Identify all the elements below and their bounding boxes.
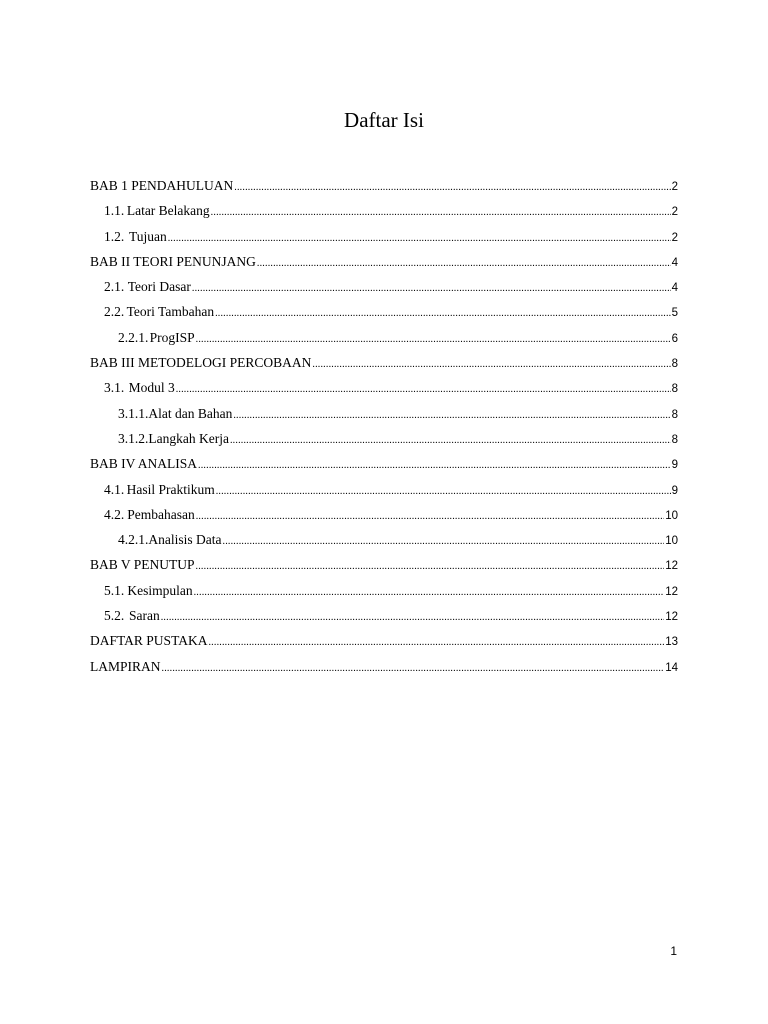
toc-entry-number: 4.2.1. [118, 532, 149, 548]
toc-entry-page: 10 [665, 509, 678, 522]
toc-entry-page: 2 [671, 231, 678, 244]
toc-entry-label: Pembahasan [127, 506, 195, 522]
toc-entry-label: Hasil Praktikum [126, 481, 215, 497]
toc-entry-label: BAB V PENUTUP [90, 557, 195, 573]
toc-entry[interactable] [90, 633, 678, 658]
toc-entry[interactable] [90, 431, 678, 456]
toc-dot-leader [192, 283, 671, 294]
toc-entry-page: 2 [671, 206, 678, 219]
toc-entry-label: BAB III METODELOGI PERCOBAAN [90, 355, 312, 371]
toc-entry-label: ProgISP [149, 329, 195, 345]
toc-entry-page: 6 [671, 332, 678, 345]
toc-entry-page: 4 [671, 256, 678, 269]
toc-entry-page: 12 [665, 585, 678, 598]
toc-entry-number: 3.1.1. [118, 405, 149, 421]
toc-entry[interactable] [90, 304, 678, 329]
toc-entry-page: 14 [665, 661, 678, 674]
toc-entry-number: 3.1. [104, 380, 125, 396]
toc-dot-leader [208, 637, 664, 648]
toc-dot-leader [257, 258, 671, 269]
toc-dot-leader [176, 384, 671, 395]
toc-dot-leader [194, 587, 665, 598]
toc-dot-leader [161, 612, 664, 623]
toc-entry[interactable] [90, 178, 678, 203]
toc-entry-page: 2 [671, 181, 678, 193]
toc-entry-page: 8 [671, 408, 678, 421]
toc-entry-page: 8 [671, 358, 678, 371]
toc-entry[interactable] [90, 380, 678, 405]
toc-entry[interactable] [90, 532, 678, 557]
toc-entry-page: 8 [671, 383, 678, 396]
toc-entry-label: Teori Dasar [127, 279, 191, 295]
toc-entry[interactable] [90, 279, 678, 304]
toc-entry[interactable] [90, 608, 678, 633]
toc-entry-label: Modul 3 [128, 380, 175, 396]
toc-dot-leader [196, 561, 665, 572]
toc-dot-leader [216, 486, 671, 497]
toc-entry-number: 1.2. [104, 228, 125, 244]
toc-entry-number: 4.1. [104, 481, 125, 497]
table-of-contents [90, 178, 678, 684]
toc-entry-label: Analisis Data [148, 532, 222, 548]
toc-entry-label: Kesimpulan [127, 582, 193, 598]
toc-entry-page: 13 [665, 636, 678, 649]
toc-dot-leader [233, 410, 670, 421]
toc-entry-label: Saran [128, 608, 160, 624]
toc-entry[interactable] [90, 482, 678, 507]
toc-entry-label: DAFTAR PUSTAKA [90, 633, 208, 649]
toc-entry[interactable] [90, 355, 678, 380]
toc-dot-leader [215, 308, 671, 319]
toc-entry[interactable] [90, 254, 678, 279]
toc-entry[interactable] [90, 456, 678, 481]
toc-entry[interactable] [90, 203, 678, 228]
page-title: Daftar Isi [344, 108, 424, 132]
toc-entry-label: Alat dan Bahan [148, 405, 233, 421]
toc-dot-leader [234, 182, 670, 193]
toc-dot-leader [162, 663, 665, 674]
toc-dot-leader [312, 359, 670, 370]
toc-entry-label: BAB 1 PENDAHULUAN [90, 178, 234, 193]
toc-entry[interactable] [90, 229, 678, 254]
toc-entry-label: Langkah Kerja [148, 430, 229, 446]
toc-dot-leader [196, 511, 664, 522]
toc-dot-leader [198, 460, 671, 471]
toc-entry-page: 9 [671, 459, 678, 472]
toc-dot-leader [168, 233, 671, 244]
toc-entry-number: 1.1. [104, 203, 125, 219]
toc-dot-leader [211, 207, 671, 218]
toc-entry[interactable] [90, 583, 678, 608]
toc-entry-number: 4.2. [104, 506, 125, 522]
toc-entry-page: 12 [665, 611, 678, 624]
toc-entry-number: 3.1.2. [118, 430, 149, 446]
toc-dot-leader [223, 536, 665, 547]
toc-entry-page: 5 [671, 307, 678, 320]
toc-dot-leader [196, 334, 671, 345]
toc-entry-number: 5.1. [104, 582, 125, 598]
toc-entry-number: 2.2. [104, 304, 125, 320]
toc-entry[interactable] [90, 507, 678, 532]
footer-page-number: 1 [670, 944, 677, 958]
toc-entry-label: BAB IV ANALISA [90, 456, 198, 472]
toc-entry-page: 9 [671, 484, 678, 497]
toc-entry-number: 2.2.1. [118, 329, 149, 345]
toc-entry-label: Tujuan [128, 228, 167, 244]
toc-entry-number: 2.1. [104, 279, 125, 295]
toc-dot-leader [230, 435, 671, 446]
toc-entry-label: Latar Belakang [126, 203, 210, 219]
toc-entry[interactable] [90, 659, 678, 684]
toc-entry[interactable] [90, 406, 678, 431]
toc-entry-label: Teori Tambahan [126, 304, 215, 320]
toc-entry-page: 4 [671, 282, 678, 295]
toc-entry[interactable] [90, 557, 678, 582]
toc-entry-label: LAMPIRAN [90, 658, 161, 674]
toc-entry-number: 5.2. [104, 608, 125, 624]
toc-entry-page: 8 [671, 433, 678, 446]
toc-entry-page: 10 [665, 535, 678, 548]
toc-entry-page: 12 [665, 560, 678, 573]
toc-entry-label: BAB II TEORI PENUNJANG [90, 253, 256, 269]
toc-entry[interactable] [90, 330, 678, 355]
